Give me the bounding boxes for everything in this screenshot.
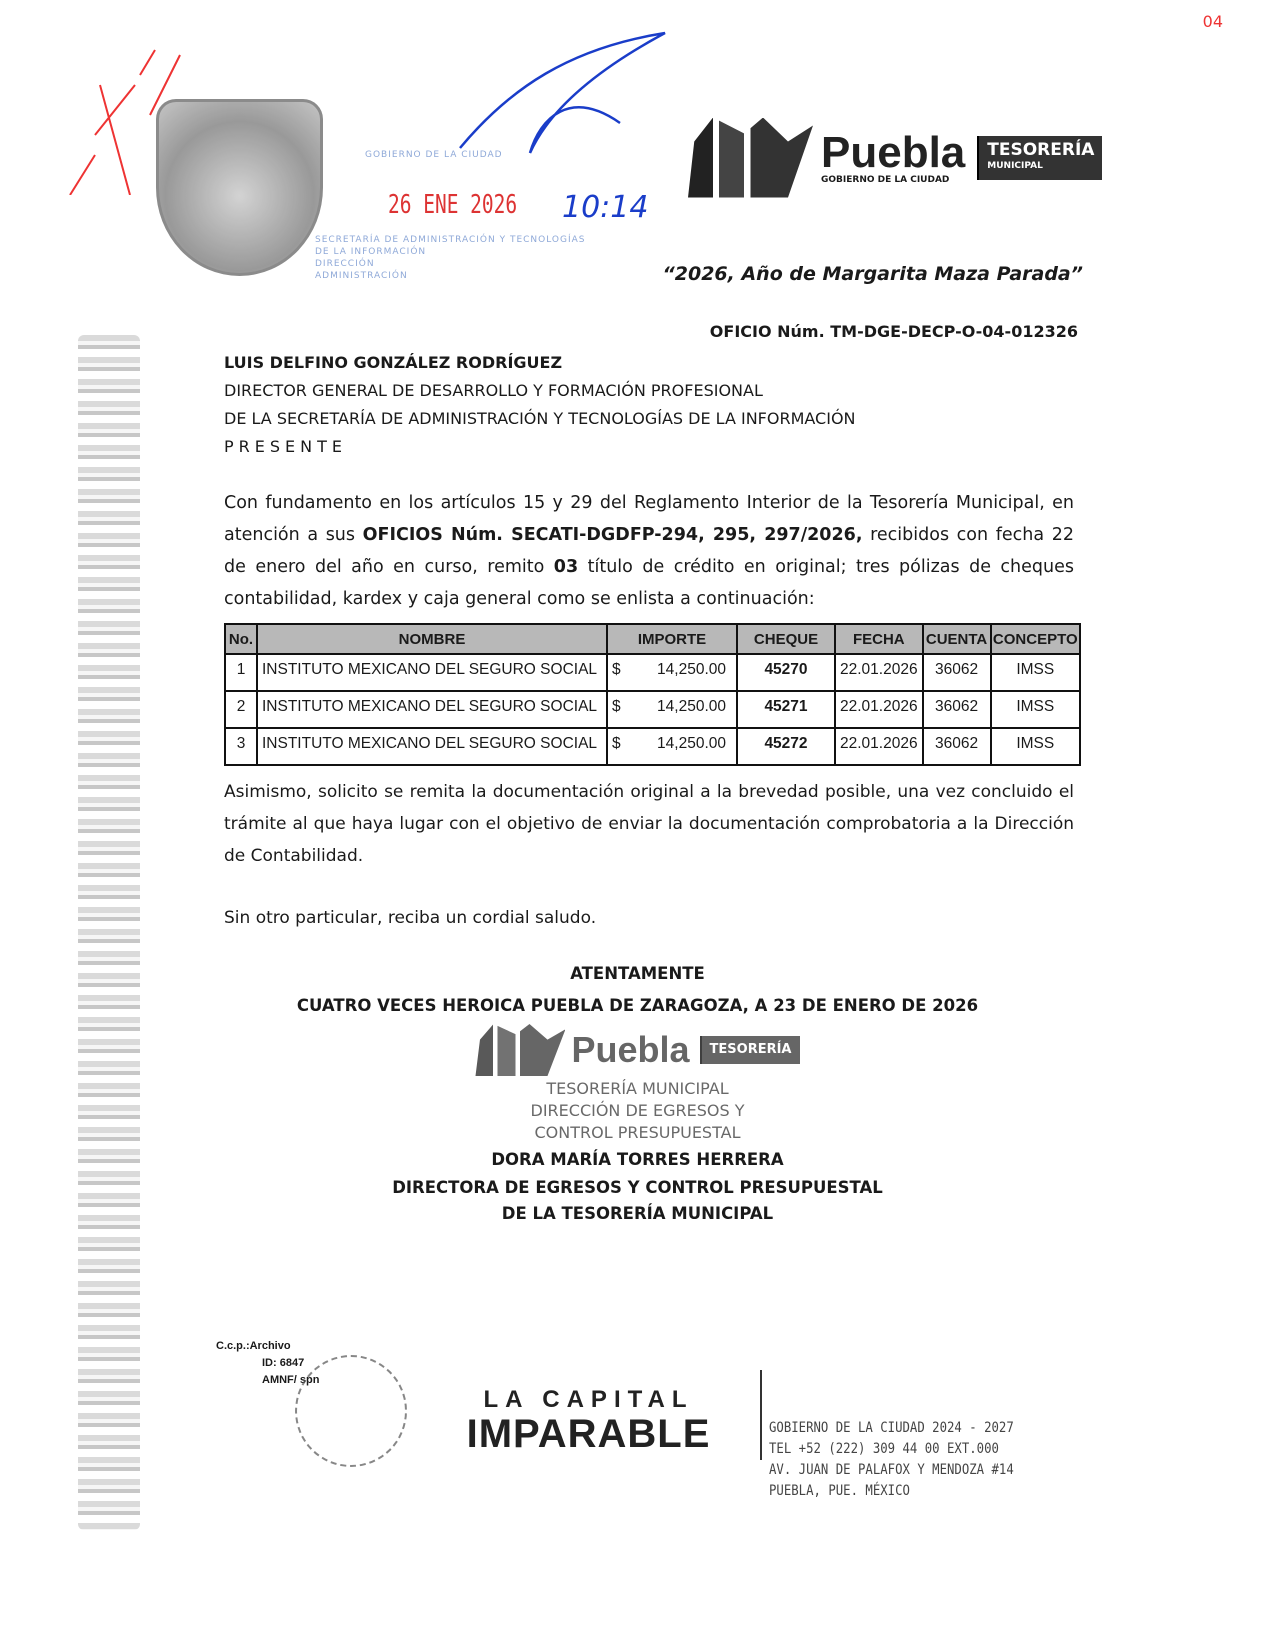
body-paragraph-3: Sin otro particular, reciba un cordial saludo. [224,908,597,928]
cell-no: 1 [225,654,257,691]
cell-cuenta: 36062 [923,654,991,691]
footer-divider [760,1370,762,1460]
cell-concepto: IMSS [991,728,1080,765]
table-row [225,691,1080,728]
atentamente: ATENTAMENTE [570,964,705,983]
year-motto: “2026, Año de Margarita Maza Parada” [662,263,1083,285]
footer-address: GOBIERNO DE LA CIUDAD 2024 - 2027 TEL +52 (222) 309 44 00 EXT.000 AV. JUAN DE PALAFOX Y MENDOZA #14 PUEBLA, PUE. MÉXICO [769,1420,1014,1499]
cell-no: 2 [225,691,257,728]
ccp-block: C.c.p.:Archivo ID: 6847 AMNF/ spn [216,1340,320,1386]
cell-concepto: IMSS [991,654,1080,691]
letter-body [224,487,1081,1226]
body-paragraph-1: Con fundamento en los artículos 15 y 29 del Reglamento Interior de la Tesorería Municipal, en atención a sus OFICIOS Núm. SECATI-DGDFP-294, 295, 297/2026, recibidos con fecha 22 de enero del año en curso, remito 03 título de crédito en original; tres pólizas de cheques contabilidad, kardex y caja general como se enlista a continuación: [224,493,1074,609]
norma-seal [295,1355,407,1467]
cell-cheque: 45270 [737,654,835,691]
cell-importe: $ 14,250.00 [607,728,737,765]
stamp-time: 10:14 [562,190,649,225]
signer-title: DIRECTORA DE EGRESOS Y CONTROL PRESUPUESTAL [392,1178,883,1197]
cell-nombre: INSTITUTO MEXICANO DEL SEGURO SOCIAL [257,728,607,765]
decorative-border [78,335,140,1530]
corner-mark: 04 [1202,12,1223,31]
signer-name: DORA MARÍA TORRES HERRERA [491,1150,784,1169]
cell-fecha: 22.01.2026 [835,691,923,728]
table-row [225,654,1080,691]
oficio-number: OFICIO Núm. TM-DGE-DECP-O-04-012326 [709,322,1078,341]
signer-title-2: DE LA TESORERÍA MUNICIPAL [501,1204,774,1223]
stamp-date: 26 ENE 2026 [388,190,518,220]
cell-nombre: INSTITUTO MEXICANO DEL SEGURO SOCIAL [257,654,607,691]
cheques-table: No. NOMBRE IMPORTE CHEQUE FECHA CUENTA CONCEPTO 1 INSTITUTO MEXICANO DEL SEGURO SOCIAL $ 14,250.00 45270 22.01.2026 36062 IMSS 2 INSTITUTO MEXICANO DEL SEGURO SOCIAL $ 14,250.00 45271 22.01.2026 36062 IMSS 3 INSTITUTO MEXICANO DEL SEGURO SOCIAL $ 14,250.00 45272 22.01.2026 36062 IMSS [224,623,1081,766]
cell-concepto: IMSS [991,691,1080,728]
reception-stamp: SECRETARÍA DE ADMINISTRACIÓN Y TECNOLOGÍAS DE LA INFORMACIÓN DIRECCIÓN ADMINISTRACIÓN [315,235,586,281]
cell-nombre: INSTITUTO MEXICANO DEL SEGURO SOCIAL [257,691,607,728]
cell-importe: $ 14,250.00 [607,691,737,728]
tesoreria-badge: TESORERÍA MUNICIPAL [977,136,1102,180]
cell-no: 3 [225,728,257,765]
puebla-logo: Puebla GOBIERNO DE LA CIUDAD TESORERÍA MUNICIPAL [688,115,1103,200]
signature-block [0,962,1275,1226]
cell-cuenta: 36062 [923,691,991,728]
place-date: CUATRO VECES HEROICA PUEBLA DE ZARAGOZA, A 23 DE ENERO DE 2026 [296,996,979,1015]
cell-fecha: 22.01.2026 [835,728,923,765]
red-mark [60,45,190,195]
body-paragraph-2: Asimismo, solicito se remita la documentación original a la brevedad posible, una vez concluido el trámite al que haya lugar con el objetivo de enviar la documentación comprobatoria a la Dirección de Contabilidad. [224,782,1074,866]
reception-stamp-header: GOBIERNO DE LA CIUDAD [365,150,503,160]
table-row [225,728,1080,765]
cell-fecha: 22.01.2026 [835,654,923,691]
cell-cheque: 45272 [737,728,835,765]
tesoreria-stamp-logo: Puebla TESORERÍA [468,1022,808,1078]
department-stamp: TESORERÍA MUNICIPAL DIRECCIÓN DE EGRESOS Y CONTROL PRESUPUESTAL [530,1079,745,1142]
signature-scribble [450,28,680,158]
logo-emblem-icon [688,118,813,198]
la-capital-imparable-logo: LA CAPITAL IMPARABLE [466,1386,711,1456]
cell-cuenta: 36062 [923,728,991,765]
cell-importe: $ 14,250.00 [607,654,737,691]
addressee: LUIS DELFINO GONZÁLEZ RODRÍGUEZ DIRECTOR GENERAL DE DESARROLLO Y FORMACIÓN PROFESIONAL DE LA SECRETARÍA DE ADMINISTRACIÓN Y TECNOLOGÍAS DE LA INFORMACIÓN PRESENTE [224,353,856,456]
cell-cheque: 45271 [737,691,835,728]
